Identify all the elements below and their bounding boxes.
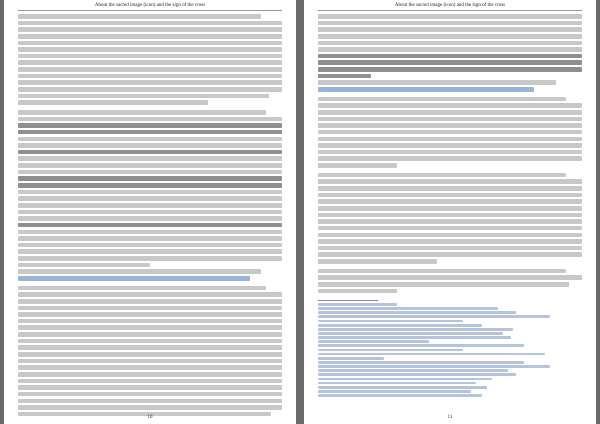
text-line — [318, 239, 582, 244]
text-line — [318, 110, 582, 115]
text-line — [318, 213, 582, 218]
text-line — [18, 170, 282, 175]
text-line — [18, 405, 282, 410]
text-line — [18, 137, 282, 142]
footnotes — [318, 300, 582, 398]
text-line — [318, 275, 582, 280]
footnote-line — [318, 344, 524, 347]
text-line — [18, 87, 282, 92]
text-line — [318, 67, 582, 72]
text-line — [18, 223, 282, 228]
page-body-text — [18, 14, 282, 418]
text-line — [318, 150, 582, 155]
text-line — [18, 243, 282, 248]
text-line — [18, 94, 269, 99]
text-line — [318, 14, 582, 19]
footnote-line — [318, 353, 545, 356]
text-line — [18, 306, 282, 311]
footnote-line — [318, 365, 550, 368]
text-line — [18, 392, 282, 397]
text-line — [18, 196, 282, 201]
text-line — [18, 256, 282, 261]
text-line — [318, 21, 582, 26]
text-line — [318, 143, 582, 148]
text-line — [18, 203, 282, 208]
text-line — [18, 117, 282, 122]
left-page — [4, 0, 296, 424]
text-line — [318, 246, 582, 251]
text-line — [318, 156, 582, 161]
text-line — [318, 123, 582, 128]
text-line — [18, 21, 282, 26]
text-line — [18, 130, 282, 135]
text-line — [318, 199, 582, 204]
text-line — [18, 156, 282, 161]
text-line — [318, 206, 582, 211]
text-line — [18, 359, 282, 364]
footnote-rule — [318, 300, 378, 301]
footnote-line — [318, 307, 498, 310]
text-line — [18, 269, 261, 274]
text-line — [318, 41, 582, 46]
text-line — [318, 219, 582, 224]
text-line — [18, 399, 282, 404]
footnote-line — [318, 340, 429, 343]
running-head: About the sacred image (icon) and the sign of the cross — [394, 3, 506, 8]
footnote-line — [318, 378, 492, 381]
text-line — [318, 252, 582, 257]
text-line — [318, 173, 566, 178]
text-line — [18, 100, 208, 105]
footnote-line — [318, 357, 384, 360]
text-line — [18, 263, 150, 268]
page-number: 11 — [447, 415, 453, 420]
text-line — [318, 130, 582, 135]
text-line — [318, 103, 582, 108]
text-line — [18, 385, 282, 390]
text-line — [18, 249, 282, 254]
text-line — [318, 163, 397, 168]
text-line — [18, 67, 282, 72]
text-line — [18, 339, 282, 344]
text-line — [318, 97, 566, 102]
text-line — [318, 137, 582, 142]
text-line — [18, 150, 282, 155]
text-line — [18, 110, 266, 115]
footnote-line — [318, 303, 397, 306]
text-line — [318, 233, 582, 238]
text-line — [18, 47, 282, 52]
footnote-line — [318, 332, 503, 335]
text-line — [18, 210, 282, 215]
text-line — [318, 186, 582, 191]
text-line — [18, 379, 282, 384]
text-line — [318, 193, 582, 198]
footnote-line — [318, 373, 516, 376]
footnote-line — [318, 382, 476, 385]
footnote-line — [318, 324, 482, 327]
text-line — [318, 117, 582, 122]
text-line — [18, 74, 282, 79]
text-line — [18, 176, 282, 181]
text-line — [18, 190, 282, 195]
footnote-line — [318, 349, 463, 352]
text-line — [18, 352, 282, 357]
text-line — [18, 372, 282, 377]
text-line — [18, 325, 282, 330]
text-line — [18, 41, 282, 46]
text-line — [18, 54, 282, 59]
link-text-line — [18, 276, 250, 281]
text-line — [318, 289, 397, 294]
text-line — [18, 60, 282, 65]
text-line — [18, 332, 282, 337]
running-head: About the sacred image (icon) and the sign of the cross — [94, 3, 206, 8]
text-line — [318, 34, 582, 39]
text-line — [318, 54, 582, 59]
text-line — [18, 80, 282, 85]
footnote-line — [318, 394, 482, 397]
footnote-line — [318, 386, 487, 389]
text-line — [318, 60, 582, 65]
text-line — [318, 27, 582, 32]
text-line — [18, 286, 266, 291]
text-line — [18, 123, 282, 128]
right-page — [304, 0, 596, 424]
text-line — [18, 34, 282, 39]
text-line — [18, 292, 282, 297]
footnote-line — [318, 328, 513, 331]
page-body-text — [318, 14, 582, 295]
text-line — [18, 143, 282, 148]
text-line — [18, 312, 282, 317]
page-number: 10 — [147, 415, 153, 420]
header-rule — [18, 10, 282, 11]
text-line — [318, 259, 437, 264]
footnote-line — [318, 369, 508, 372]
footnote-line — [318, 361, 524, 364]
text-line — [18, 14, 261, 19]
text-line — [18, 216, 282, 221]
footnote-line — [318, 336, 511, 339]
footnote-line — [318, 311, 516, 314]
header-rule — [318, 10, 582, 11]
text-line — [18, 27, 282, 32]
text-line — [18, 163, 282, 168]
text-line — [318, 269, 566, 274]
footnote-line — [318, 390, 471, 393]
text-line — [18, 345, 282, 350]
footnote-line — [318, 315, 550, 318]
text-line — [18, 236, 282, 241]
text-line — [18, 365, 282, 370]
text-line — [318, 47, 582, 52]
text-line — [18, 299, 282, 304]
footnote-line — [318, 320, 463, 323]
text-line — [318, 226, 582, 231]
text-line — [18, 319, 282, 324]
text-line — [318, 282, 569, 287]
text-line — [18, 230, 282, 235]
text-line — [18, 183, 282, 188]
text-line — [318, 74, 371, 79]
link-text-line — [318, 87, 534, 92]
text-line — [318, 80, 556, 85]
text-line — [318, 179, 582, 184]
